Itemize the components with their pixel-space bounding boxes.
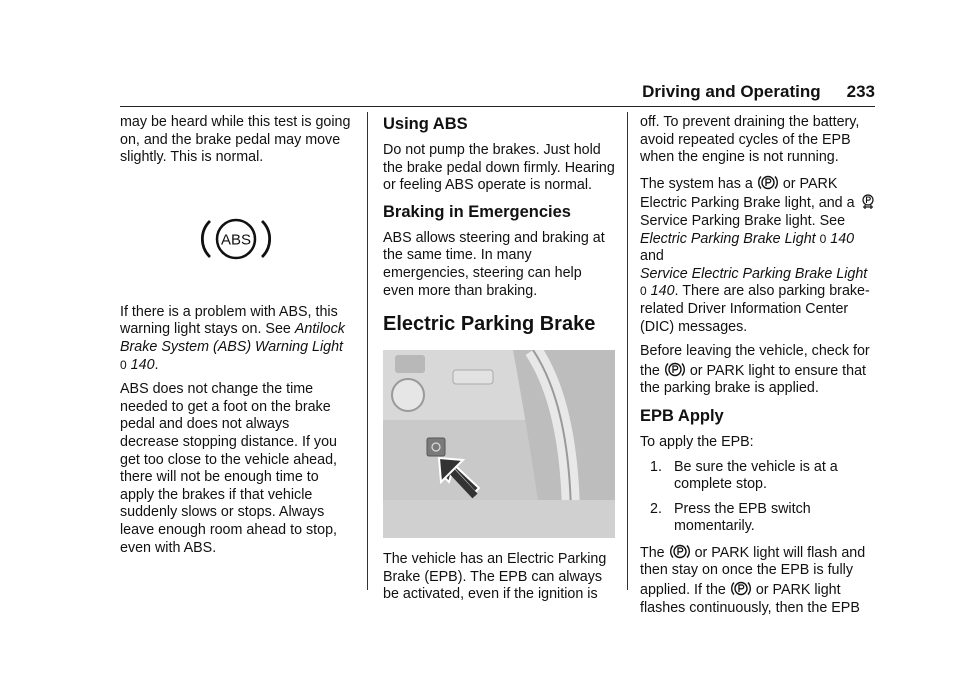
page-header	[120, 82, 875, 106]
list-item: 1. Be sure the vehicle is at a complete stop.	[650, 458, 838, 493]
page-ref-symbol: 0	[120, 357, 127, 372]
list-item: 2. Press the EPB switch momentarily.	[650, 500, 811, 535]
paragraph: The or PARK light will flash and then stay on once the EPB is fully applied. If the or PARK light flashes continuously, then the EPB	[640, 544, 866, 616]
column-1	[120, 114, 352, 564]
paragraph: may be heard while this test is going on, and the brake pedal may move slightly. This is normal.	[120, 114, 351, 166]
page-ref[interactable]: 140	[830, 230, 855, 247]
section-heading: Using ABS	[383, 115, 468, 133]
paragraph: ABS allows steering and braking at the same time. In many emergencies, steering can help even more than braking.	[383, 229, 605, 299]
parking-brake-light-icon	[670, 543, 690, 560]
paragraph: ABS does not change the time needed to get a foot on the brake pedal and does not always decrease stopping distance. If you get too close to the vehicle ahead, there will not be enough time to apply the brakes if that vehicle suddenly slows or stops. Always leave enough room ahead to stop, even with ABS.	[120, 381, 337, 556]
abs-warning-light-icon	[120, 174, 352, 304]
chapter-heading: Electric Parking Brake	[383, 313, 596, 336]
page-ref[interactable]: 140	[130, 356, 155, 373]
parking-brake-light-icon	[731, 580, 751, 597]
page-ref-symbol: 0	[819, 231, 827, 246]
paragraph: Before leaving the vehicle, check for the or PARK light to ensure that the parking brake is applied.	[640, 343, 870, 397]
parking-brake-light-icon	[665, 361, 685, 378]
section-heading: Braking in Emergencies	[383, 202, 571, 221]
cross-reference-link[interactable]: Electric Parking Brake Light	[640, 230, 816, 247]
section-title: Driving and Operating	[642, 82, 821, 101]
page-number: 233	[846, 82, 875, 101]
parking-brake-light-icon	[758, 174, 778, 191]
paragraph: The vehicle has an Electric Parking Brake (EPB). The EPB can always be activated, even if the ignition is	[383, 551, 607, 603]
paragraph: Do not pump the brakes. Just hold the brake pedal down firmly. Hearing or feeling ABS operate is normal.	[383, 142, 615, 194]
column-3	[640, 114, 880, 624]
page-ref-symbol: 0	[640, 284, 647, 299]
column-2	[383, 114, 615, 611]
column-divider	[367, 112, 368, 590]
section-heading: EPB Apply	[640, 406, 724, 425]
steps-list	[640, 459, 880, 536]
service-parking-brake-light-icon	[860, 193, 876, 210]
column-divider	[627, 112, 628, 590]
epb-switch-photo	[383, 350, 615, 538]
paragraph: off. To prevent draining the battery, avoid repeated cycles of the EPB when the engine is not running.	[640, 114, 860, 166]
paragraph: To apply the EPB:	[640, 433, 754, 450]
paragraph: The system has a or PARK Electric Parking Brake light, and a Service Parking Brake light. See Electric Parking Brake Light 0 140 and Service Electric Parking Brake Light 0 140. There are also parking brake-related Driver Information Center (DIC) messages.	[640, 174, 880, 336]
header-rule	[120, 106, 875, 107]
paragraph: If there is a problem with ABS, this warning light stays on. See Antilock Brake System (ABS) Warning Light 0 140.	[120, 303, 345, 373]
cross-reference-link[interactable]: Service Electric Parking Brake Light	[640, 265, 868, 282]
cross-reference-link[interactable]: Antilock Brake System (ABS) Warning Light	[120, 321, 345, 355]
abs-icon-label: ABS	[220, 231, 252, 249]
page-ref[interactable]: 140	[650, 283, 675, 300]
